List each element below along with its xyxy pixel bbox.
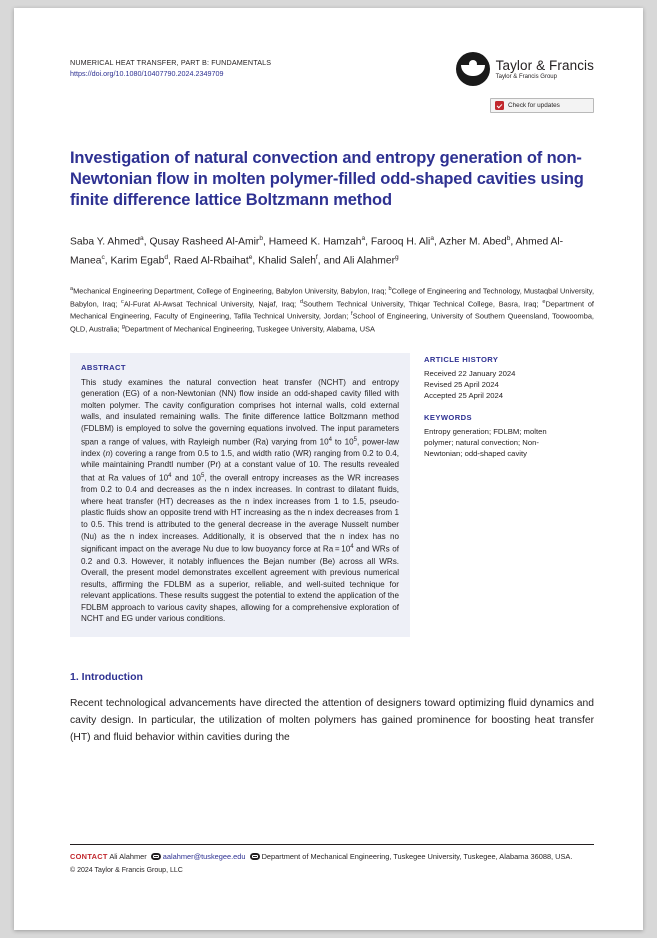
address-icon [250,853,260,860]
email-icon [151,853,161,860]
crossmark-icon [495,101,504,110]
metadata-spacer [424,401,550,413]
taylor-francis-logo [456,52,594,86]
doi-link[interactable]: https://doi.org/10.1080/10407790.2024.2349709 [70,69,224,78]
publisher-wordmark [496,58,594,80]
article-history-heading: ARTICLE HISTORY [424,354,499,364]
contact-address: Department of Mechanical Engineering, Tuskegee University, Tuskegee, Alabama 36088, USA. [261,852,573,861]
contact-label: CONTACT [70,852,108,861]
article-history-body [424,368,550,401]
page-title: Investigation of natural convection and entropy generation of non-Newtonian flow in molten polymer-filled odd-shaped cavities using finite difference lattice Boltzmann method [70,149,584,209]
contact-email[interactable]: aalahmer@tuskegee.edu [162,852,246,861]
check-for-updates-label: Check for updates [508,102,560,109]
received-date: Received 22 January 2024 [424,368,516,378]
document-page [14,8,643,930]
copyright-line: © 2024 Taylor & Francis Group, LLC [70,867,183,874]
abstract-heading: ABSTRACT [81,362,126,372]
abstract-box [70,353,410,638]
footer-divider [70,844,594,845]
author-list: Saba Y. Ahmed$^a$, Qusay Rasheed Al-Amir$^b$, Hameed K. Hamzah$^a$, Farooq H. Ali$^a$, Azher M. Abed$^b$, Ahmed Al-Manea$^c$, Karim Egab$^d$, Raed Al-Rbaihat$^e$, Khalid Saleh$^f$, and Ali Alahmer$^g$ [70,235,564,267]
journal-name: NUMERICAL HEAT TRANSFER, PART B: FUNDAMENTALS [70,58,272,67]
publisher-subtitle: Taylor & Francis Group [495,74,557,80]
revised-date: Revised 25 April 2024 [424,379,499,389]
page-header [70,58,594,110]
section-heading-introduction: 1. Introduction [70,671,143,684]
publisher-name: Taylor & Francis [495,58,594,73]
introduction-paragraph: Recent technological advancements have directed the attention of designers toward optimizing fluid dynamics and cavity design. In particular, the utilization of molten polymers has gained prominence for boosting heat transfer (HT) and fluid behavior within cavities during the [70,698,594,744]
abstract-section [70,353,594,638]
keywords-heading: KEYWORDS [424,412,472,422]
affiliations: $^a$Mechanical Engineering Department, College of Engineering, Babylon University, Babylon, Iraq; $^b$College of Engineering and Technology, Mustaqbal University, Babylon, Iraq; $^c$Al-Furat Al-Awsat Technical University, Najaf, Iraq; $^d$Southern Technical University, Thiqar Technical College, Basra, Iraq; $^e$Department of Mechanical Engineering, Faculty of Engineering, Tafila Technical University, Jordan; $^f$School of Engineering, University of Southern Queensland, Toowoomba, QLD, Australia; $^g$Department of Mechanical Engineering, Tuskegee University, Alabama, USA [70,285,594,334]
page-footer [70,844,594,874]
abstract-text: This study examines the natural convection heat transfer (NCHT) and entropy generation (EG) of a non-Newtonian (NN) flow inside an odd-shaped cavity filled with molten polymer. The cavity configuration comprises hot internal walls, cold external walls, and insulated remaining walls. The finite difference lattice Boltzmann method (FDLBM) is employed to solve the governing equations involved. The input parameters span a range of values, with Rayleigh number (Ra) varying from $10^4$ to $10^5$, power-law index (n) covering a range from 0.5 to 1.5, and width ratio (WR) ranging from 0.2 to 0.4, while maintaining Prandtl number (Pr) at a constant value of 10. The results revealed that at Ra values of $10^4$ and $10^5$, the overall entropy increases as the WR increases from 0.2 to 0.4 and decreases as the n index increases. In contrast to dilatant fluids, where heat transfer (HT) decreases as the n index increases from 1 to 1.5, pseudo-plastic fluids show an opposite trend with HT increasing as the n index decreases from 1 to 0.5. This trend is attributed to the general decrease in the average Nusselt number (Nu) as the n index increases. Additionally, it is observed that the n index has no significant impact on the average Nu due to low buoyancy force at $Ra = 10^4$ and WRs of 0.2 and 0.3. However, it notably influences the Bejan number (Be) across all WRs. Overall, the present model demonstrates excellent agreement with previous numerical results, affirming the FDLBM as a superior, reliable, and well-suited technique for relevant applications. These results suggest the potential to extend the application of the FDLBM approach to various cavity shapes, allowing for a comprehensive exploration of NCHT and EG under various conditions. [81,377,399,624]
accepted-date: Accepted 25 April 2024 [424,390,504,400]
keywords-text: Entropy generation; FDLBM; molten polymer; natural convection; Non-Newtonian; odd-shaped cavity [424,426,547,458]
contact-line [70,851,594,862]
page-content [70,58,594,746]
publisher-emblem-icon [456,52,490,86]
check-for-updates-badge[interactable] [490,98,594,113]
article-metadata-column [424,353,550,638]
contact-name: Ali Alahmer [109,852,147,861]
